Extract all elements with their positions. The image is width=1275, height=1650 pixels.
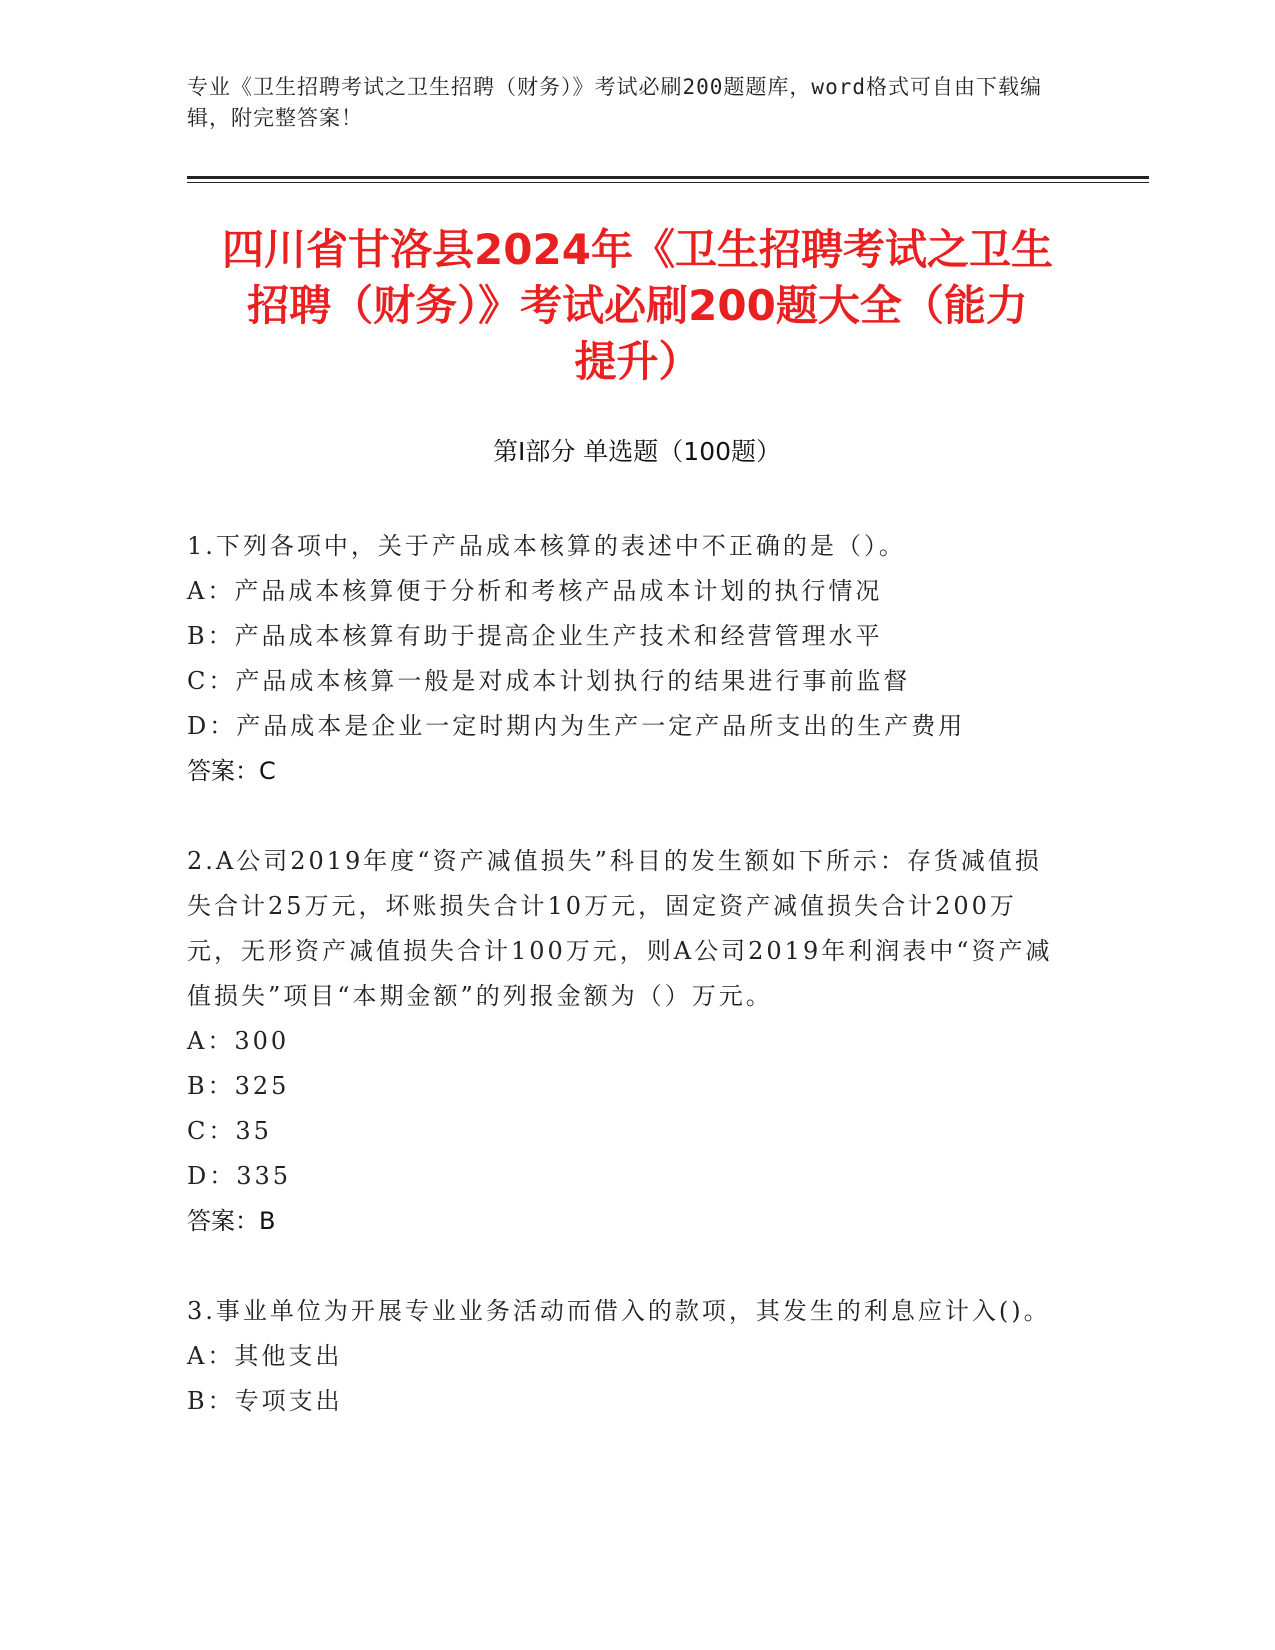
option-a: A：其他支出 xyxy=(187,1342,343,1370)
document-title xyxy=(170,222,1105,390)
option-d: D：产品成本是企业一定时期内为生产一定产品所支出的生产费用 xyxy=(187,712,966,740)
header-divider-thin xyxy=(187,182,1149,183)
question-1 xyxy=(187,524,1067,794)
option-a: A：产品成本核算便于分析和考核产品成本计划的执行情况 xyxy=(187,577,883,605)
question-stem: 3.事业单位为开展专业业务活动而借入的款项，其发生的利息应计入()。 xyxy=(187,1297,1051,1325)
title-line-3: 提升） xyxy=(574,337,701,386)
question-stem: 2.A公司2019年度“资产减值损失”科目的发生额如下所示：存货减值损失合计25万元，坏账损失合计10万元，固定资产减值损失合计200万元，无形资产减值损失合计100万元，则A公司2019年利润表中“资产减值损失”项目“本期金额”的列报金额为（）万元。 xyxy=(187,847,1053,1010)
answer: 答案：C xyxy=(187,757,276,785)
header-note: 专业《卫生招聘考试之卫生招聘（财务）》考试必刷200题题库，word格式可自由下载编辑，附完整答案！ xyxy=(187,75,1042,130)
question-stem: 1.下列各项中，关于产品成本核算的表述中不正确的是（）。 xyxy=(187,532,906,560)
option-b: B：专项支出 xyxy=(187,1387,343,1415)
option-d: D：335 xyxy=(187,1162,292,1190)
question-list xyxy=(187,524,1067,1469)
answer: 答案：B xyxy=(187,1207,276,1235)
header-divider-thick xyxy=(187,176,1149,179)
option-a: A：300 xyxy=(187,1027,290,1055)
title-line-1: 四川省甘洛县2024年《卫生招聘考试之卫生 xyxy=(222,225,1053,274)
option-b: B：325 xyxy=(187,1072,290,1100)
question-3 xyxy=(187,1289,1067,1424)
section-title: 第Ⅰ部分 单选题（100题） xyxy=(492,437,782,466)
option-b: B：产品成本核算有助于提高企业生产技术和经营管理水平 xyxy=(187,622,883,650)
title-line-2: 招聘（财务）》考试必刷200题大全（能力 xyxy=(247,281,1028,330)
question-2 xyxy=(187,839,1067,1244)
option-c: C：35 xyxy=(187,1117,272,1145)
option-c: C：产品成本核算一般是对成本计划执行的结果进行事前监督 xyxy=(187,667,911,695)
